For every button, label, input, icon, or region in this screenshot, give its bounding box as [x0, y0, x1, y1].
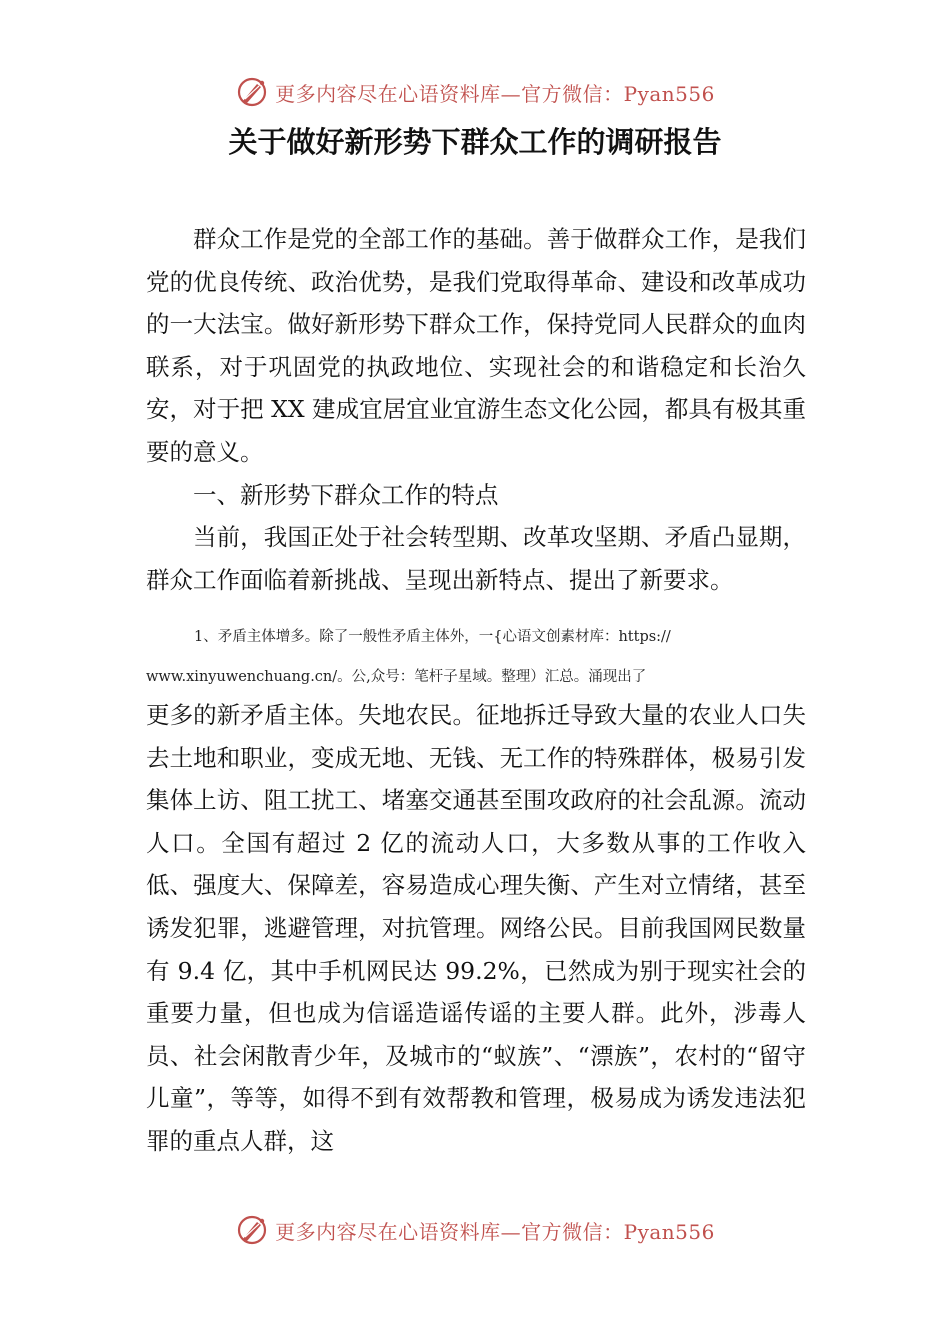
paragraph-intro: 群众工作是党的全部工作的基础。善于做群众工作，是我们党的优良传统、政治优势，是我们党取得革命、建设和改革成功的一大法宝。做好新形势下群众工作，保持党同人民群众的血肉联系，对于巩固党的执政地位、实现社会的和谐稳定和长治久安，对于把 XX 建成宜居宜业宜游生态文化公园，都具有极其重要的意义。 [146, 225, 806, 466]
pen-nib-icon [235, 1213, 269, 1247]
pen-nib-icon [235, 75, 269, 109]
banner-text: 更多内容尽在心语资料库—官方微信：Pyan556 [275, 1219, 715, 1244]
banner-text: 更多内容尽在心语资料库—官方微信：Pyan556 [275, 81, 715, 106]
small-note [146, 617, 806, 697]
small-note-line: www.xinyuwenchuang.cn/。公,众号：笔杆子星域。整理）汇总。涌现出了 [146, 669, 647, 685]
header-banner [0, 72, 950, 112]
document-title: 关于做好新形势下群众工作的调研报告 [228, 125, 722, 159]
body-section-top [146, 218, 806, 601]
footer-banner [0, 1210, 950, 1250]
small-note-line: 1、矛盾主体增多。除了一般性矛盾主体外，一{心语文创素材库：https:// [194, 629, 671, 645]
paragraph-current: 当前，我国正处于社会转型期、改革攻坚期、矛盾凸显期，群众工作面临着新挑战、呈现出新特点、提出了新要求。 [146, 523, 806, 594]
body-section-bottom [146, 694, 806, 1163]
section-heading: 一、新形势下群众工作的特点 [193, 480, 499, 509]
paragraph-continued: 更多的新矛盾主体。失地农民。征地拆迁导致大量的农业人口失去土地和职业，变成无地、无钱、无工作的特殊群体，极易引发集体上访、阻工扰工、堵塞交通甚至围攻政府的社会乱源。流动人口。全国有超过 2 亿的流动人口，大多数从事的工作收入低、强度大、保障差，容易造成心理失衡、产生对立情绪，甚至诱发犯罪，逃避管理，对抗管理。网络公民。目前我国网民数量有 9.4 亿，其中手机网民达 99.2%，已然成为别于现实社会的重要力量，但也成为信谣造谣传谣的主要人群。此外，涉毒人员、社会闲散青少年，及城市的“蚁族”、“漂族”，农村的“留守儿童”，等等，如得不到有效帮教和管理，极易成为诱发违法犯罪的重点人群，这 [146, 701, 806, 1155]
